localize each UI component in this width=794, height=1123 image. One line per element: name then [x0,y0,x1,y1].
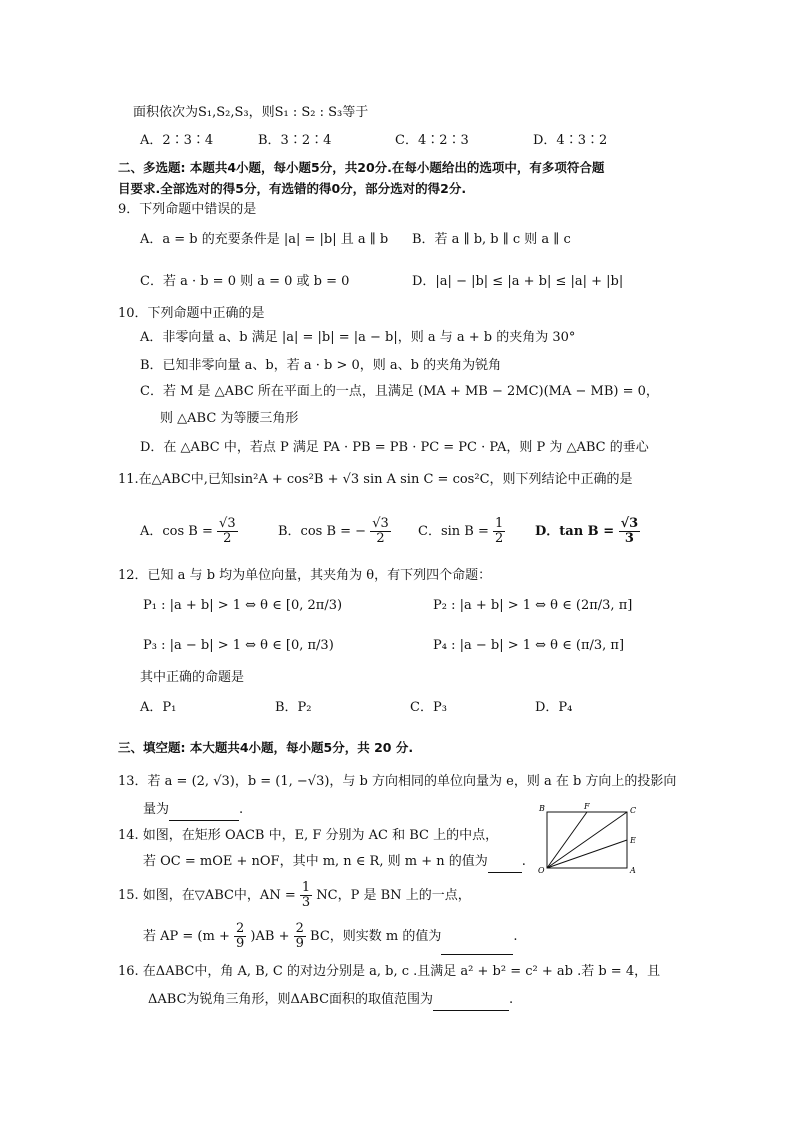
label-c: C [630,806,637,815]
label-b: B [539,804,545,813]
q12-option-b: B．P₂ [275,700,312,715]
q12-proposition-p3: P₃ : |a − b| > 1 ⇔ θ ∈ [0, π/3) [143,638,334,653]
q9-option-d: D．|a| − |b| ≤ |a + b| ≤ |a| + |b| [412,274,624,289]
q13-line1: 13．若 a = (2, √3)，b = (1, −√3)，与 b 方向相同的单位向量为 e，则 a 在 b 方向上的投影向 [118,774,677,789]
q11-c-prefix: C．sin B = [418,524,489,539]
q15-f3-numerator: 2 [295,921,304,936]
q11-option-b [278,514,391,550]
q15-line2-middle: )AB + [250,929,290,944]
q8-stem-tail: 面积依次为S₁,S₂,S₃，则S₁ : S₂ : S₃等于 [133,105,369,120]
q11-option-a [140,514,238,550]
q8-option-c: C．4∶2∶3 [395,133,469,148]
label-o: O [538,866,545,875]
q12-option-d: D．P₄ [535,700,573,715]
q8-option-d: D．4∶3∶2 [533,133,608,148]
q12-proposition-p1: P₁ : |a + b| > 1 ⇔ θ ∈ [0, 2π/3) [143,598,343,613]
q8-option-a: A．2∶3∶4 [140,133,214,148]
q11-b-numerator: √3 [372,516,389,531]
q14-prefix: 若 OC = mOE + nOF，其中 m, n ∈ R, 则 m + n 的值为 [143,854,488,869]
q11-d-numerator: √3 [620,516,639,531]
q11-c-fraction [493,517,505,546]
q11-option-d [535,514,640,550]
q11-c-numerator: 1 [495,516,504,531]
segment-of [547,812,587,868]
q12-option-c: C．P₃ [410,700,447,715]
q15-fraction-2-9-a [234,922,246,951]
q10-option-c-line2: 则 △ABC 为等腰三角形 [160,411,299,426]
section2-heading-line2: 目要求.全部选对的得5分，有选错的得0分，部分选对的得2分. [118,181,467,196]
q15-f2-numerator: 2 [236,921,245,936]
segment-oe [547,840,627,868]
label-a: A [630,866,636,875]
label-f: F [584,802,590,811]
q15-fraction-2-9-b [294,922,306,951]
q16-line2: ΔABC为锐角三角形，则ΔABC面积的取值范围为 . [148,990,513,1011]
q10-option-d: D．在 △ABC 中，若点 P 满足 PA · PB = PB · PC = PC · PA，则 P 为 △ABC 的垂心 [140,440,649,455]
q11-d-fraction [619,517,641,546]
q15-f2-denominator: 9 [236,936,245,951]
q15-line2-prefix: 若 AP = (m + [143,929,230,944]
q11-a-numerator: √3 [219,516,236,531]
q11-a-denominator: 2 [223,531,232,546]
q14-line2: 若 OC = mOE + nOF，其中 m, n ∈ R, 则 m + n 的值为 . [143,852,526,873]
q15-line2-suffix: BC，则实数 m 的值为 [310,929,442,944]
q15-fraction-1-3 [300,881,312,910]
q15-f3-denominator: 9 [295,936,304,951]
q11-c-denominator: 2 [495,531,504,546]
q12-option-a: A．P₁ [140,700,177,715]
q10-option-a: A．非零向量 a、b 满足 |a| = |b| = |a − b|，则 a 与 a + b 的夹角为 30° [140,330,576,345]
rectangle-oacb-figure [535,800,645,875]
label-e: E [630,836,636,845]
q12-proposition-p2: P₂ : |a + b| > 1 ⇔ θ ∈ (2π/3, π] [433,598,633,613]
q14-line1: 14. 如图，在矩形 OACB 中，E, F 分别为 AC 和 BC 上的中点， [118,828,499,843]
q11-option-c [418,514,505,550]
q15-f1-numerator: 1 [301,880,311,895]
q12-proposition-p4: P₄ : |a − b| > 1 ⇔ θ ∈ (π/3, π] [433,638,625,653]
q15-f1-denominator: 3 [301,895,311,910]
q15-line1-prefix: 15. 如图，在▽ABC中，AN = [118,888,296,903]
q11-d-prefix: D．tan B = [535,524,615,539]
q11-b-fraction [370,517,391,546]
q8-option-b: B．3∶2∶4 [258,133,332,148]
q11-b-prefix: B．cos B = − [278,524,367,539]
q9-option-c: C．若 a · b = 0 则 a = 0 或 b = 0 [140,274,350,289]
section2-heading-line1: 二、多选题: 本题共4小题，每小题5分，共20分.在每小题给出的选项中，有多项符合题 [118,160,605,175]
q11-a-fraction [217,517,238,546]
q11-a-prefix: A．cos B = [140,524,213,539]
q13-prefix: 量为 [143,802,170,817]
q16-line1: 16. 在ΔABC中，角 A, B, C 的对边分别是 a, b, c .且满足 a² + b² = c² + ab .若 b = 4，且 [118,964,661,979]
q15-answer-blank[interactable] [441,920,513,955]
q9-option-b: B．若 a ∥ b, b ∥ c 则 a ∥ c [412,232,571,247]
q15-line1 [118,880,471,912]
section3-heading: 三、填空题: 本大题共4小题，每小题5分，共 20 分. [118,740,414,755]
q13-line2: 量为 . [143,800,243,821]
q10-stem: 10．下列命题中正确的是 [118,306,265,321]
q9-option-a: A．a = b 的充要条件是 |a| = |b| 且 a ∥ b [140,232,389,247]
q11-b-denominator: 2 [376,531,385,546]
q10-option-c-line1: C．若 M 是 △ABC 所在平面上的一点，且满足 (MA + MB − 2MC)(MA − MB) = 0， [140,384,659,399]
q12-stem: 12．已知 a 与 b 均为单位向量，其夹角为 θ，有下列四个命题： [118,568,492,583]
q11-stem: 11.在△ABC中,已知sin²A + cos²B + √3 sin A sin C = cos²C，则下列结论中正确的是 [118,472,633,487]
q16-answer-blank[interactable] [433,990,509,1011]
q15-line1-suffix: NC，P 是 BN 上的一点， [316,888,471,903]
q12-question: 其中正确的命题是 [140,670,245,685]
segment-oc [547,812,627,868]
q11-d-denominator: 3 [624,531,634,546]
q13-answer-blank[interactable] [169,800,239,821]
q10-option-b: B．已知非零向量 a、b，若 a · b > 0，则 a、b 的夹角为锐角 [140,358,502,373]
q15-line2: 若 AP = (m + $\frac{2}{9}$ )AB + $\frac{2}{9}$ BC，则实数 m 的值为 . [143,920,518,955]
q9-stem: 9．下列命题中错误的是 [118,202,257,217]
q16-prefix: ΔABC为锐角三角形，则ΔABC面积的取值范围为 [148,992,434,1007]
q14-answer-blank[interactable] [488,852,522,873]
